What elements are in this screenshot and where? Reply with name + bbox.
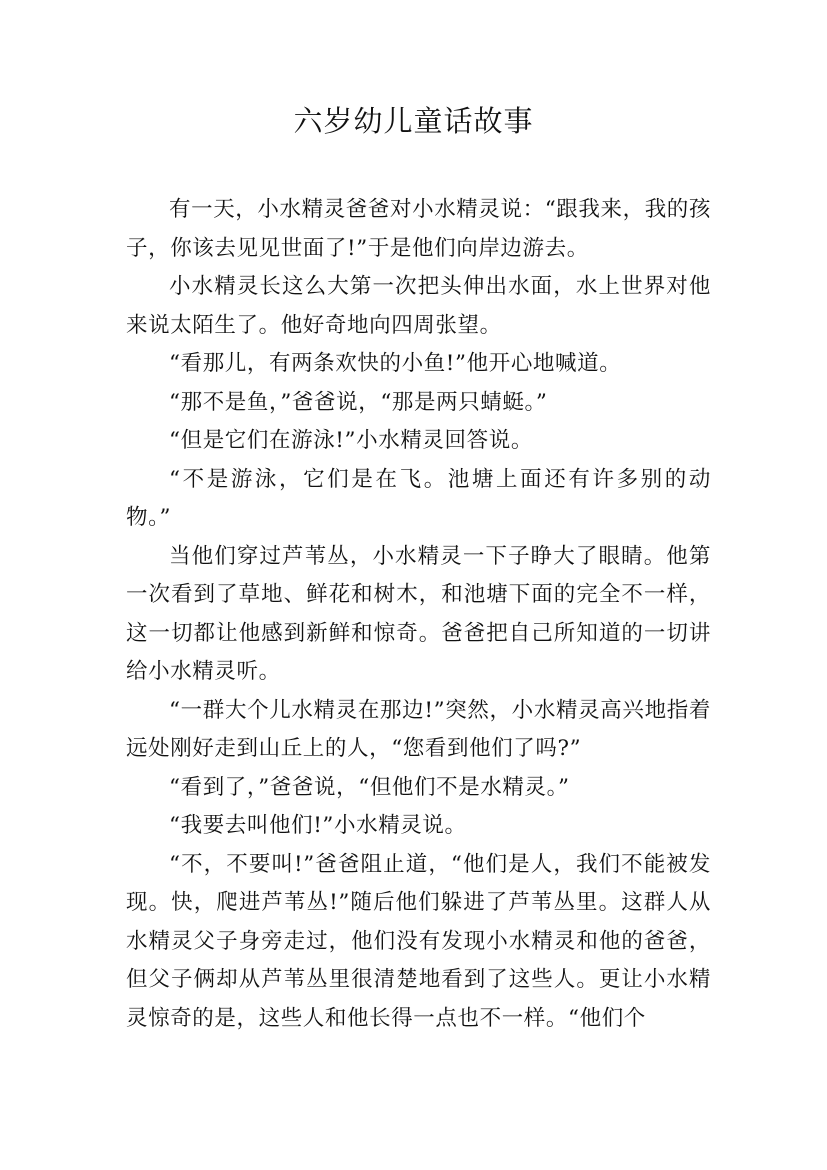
story-body — [126, 191, 711, 1038]
paragraph: “看到了，”爸爸说，“但他们不是水精灵。” — [169, 774, 570, 800]
paragraph: 有一天，小水精灵爸爸对小水精灵说：“跟我来，我的孩子，你该去见见世面了!”于是他们向岸边游去。 — [126, 197, 711, 261]
paragraph: “一群大个儿水精灵在那边!”突然，小水精灵高兴地指着远处刚好走到山丘上的人，“您看到他们了吗?” — [126, 697, 711, 761]
paragraph: “我要去叫他们!”小水精灵说。 — [169, 813, 467, 838]
paragraph: “那不是鱼，”爸爸说，“那是两只蜻蜓。” — [169, 389, 548, 415]
paragraph: “看那儿，有两条欢快的小鱼!”他开心地喊道。 — [169, 351, 622, 376]
paragraph: 小水精灵长这么大第一次把头伸出水面，水上世界对他来说太陌生了。他好奇地向四周张望。 — [126, 274, 711, 338]
document-title: 六岁幼儿童话故事 — [293, 104, 534, 138]
paragraph: “不，不要叫!”爸爸阻止道，“他们是人，我们不能被发现。快，爬进芦苇丛!”随后他们躲进了芦苇丛里。这群人从水精灵父子身旁走过，他们没有发现小水精灵和他的爸爸，但父子俩却从芦苇丛里很清楚地看到了这些人。更让小水精灵惊奇的是，这些人和他长得一点也不一样。“他们个 — [126, 851, 711, 1031]
paragraph: “但是它们在游泳!”小水精灵回答说。 — [169, 428, 533, 453]
paragraph: 当他们穿过芦苇丛，小水精灵一下子睁大了眼睛。他第一次看到了草地、鲜花和树木，和池塘下面的完全不一样，这一切都让他感到新鲜和惊奇。爸爸把自己所知道的一切讲给小水精灵听。 — [126, 543, 711, 684]
paragraph: “不是游泳，它们是在飞。池塘上面还有许多别的动物。” — [126, 466, 711, 530]
